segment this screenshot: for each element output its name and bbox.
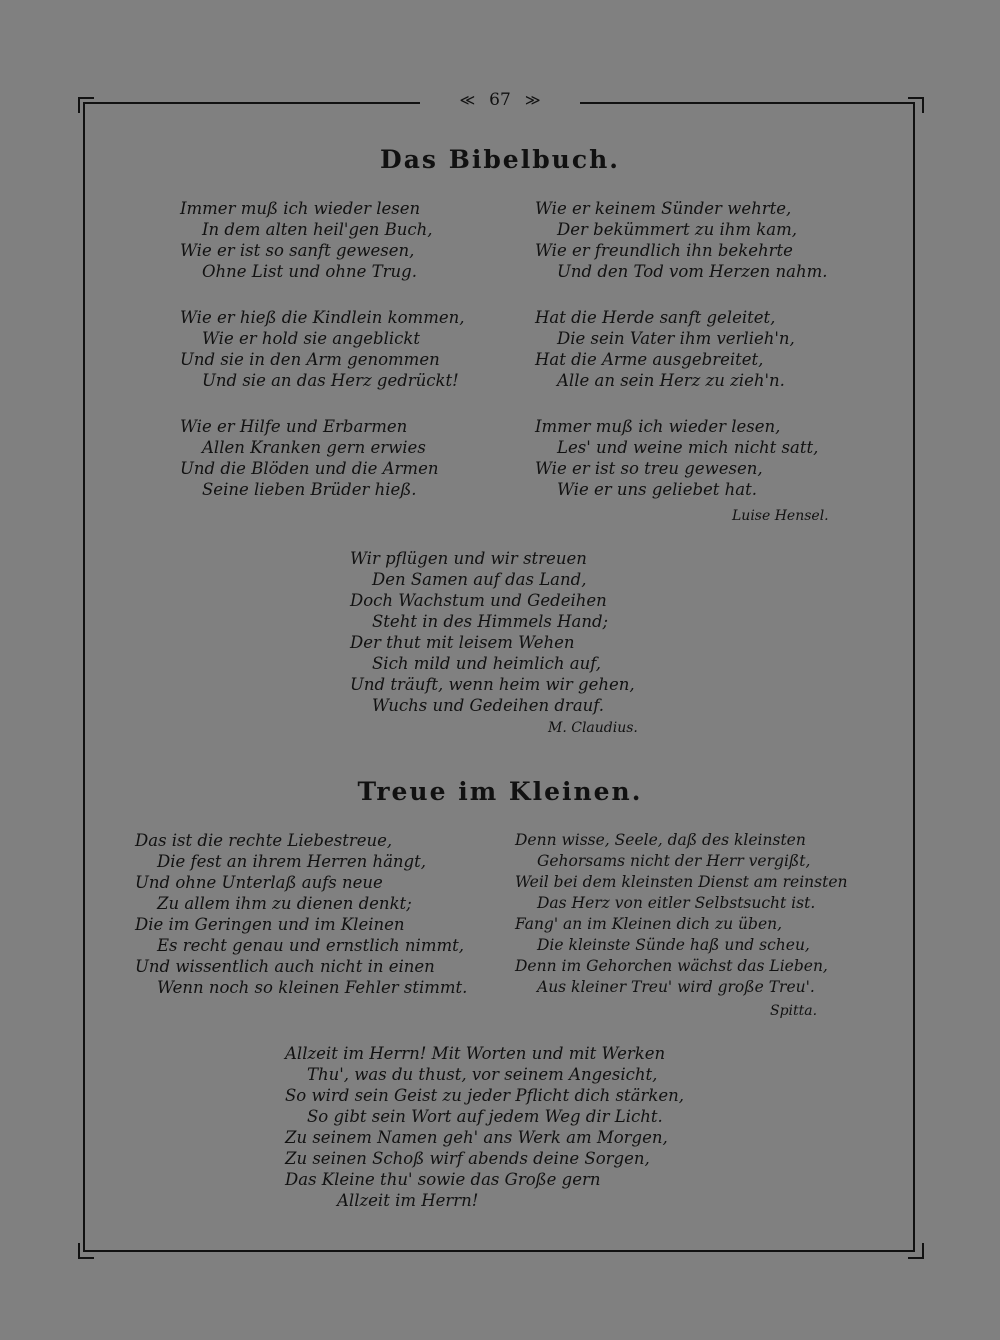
verse-line: Das Herz von eitler Selbstsucht ist. bbox=[537, 894, 816, 912]
verse-line: Weil bei dem kleinsten Dienst am reinsten bbox=[515, 873, 848, 891]
verse-line: Sich mild und heimlich auf, bbox=[372, 654, 601, 673]
verse-line: Immer muß ich wieder lesen bbox=[180, 199, 421, 218]
verse-line: Hat die Herde sanft geleitet, bbox=[535, 308, 776, 327]
verse-line: Wenn noch so kleinen Fehler stimmt. bbox=[157, 978, 468, 997]
verse-line: Den Samen auf das Land, bbox=[372, 570, 587, 589]
verse-line: Und träuft, wenn heim wir gehen, bbox=[350, 675, 635, 694]
verse-line: Fang' an im Kleinen dich zu üben, bbox=[515, 915, 783, 933]
verse-line: So gibt sein Wort auf jedem Weg dir Licht. bbox=[307, 1107, 663, 1126]
verse-line: Die fest an ihrem Herren hängt, bbox=[157, 852, 426, 871]
verse-line: In dem alten heil'gen Buch, bbox=[202, 220, 433, 239]
verse-line: Seine lieben Brüder hieß. bbox=[202, 480, 417, 499]
verse-line: Les' und weine mich nicht satt, bbox=[557, 438, 819, 457]
stanza bbox=[180, 416, 438, 500]
verse-line: Doch Wachstum und Gedeihen bbox=[350, 591, 607, 610]
stanza bbox=[135, 830, 467, 998]
verse-line: Allzeit im Herrn! bbox=[337, 1191, 479, 1210]
verse-line: Alle an sein Herz zu zieh'n. bbox=[557, 371, 785, 390]
verse-line: Wie er Hilfe und Erbarmen bbox=[180, 417, 408, 436]
stanza bbox=[180, 307, 464, 391]
stanza bbox=[180, 198, 433, 282]
verse-line: Allen Kranken gern erwies bbox=[202, 438, 426, 457]
verse-line: Und sie in den Arm genommen bbox=[180, 350, 440, 369]
verse-line: Aus kleiner Treu' wird große Treu'. bbox=[537, 978, 815, 996]
page-header bbox=[420, 88, 580, 112]
stanza bbox=[350, 548, 635, 716]
verse-line: Zu seinen Schoß wirf abends deine Sorgen, bbox=[285, 1149, 650, 1168]
poem-title: Das Bibelbuch. bbox=[380, 145, 620, 174]
verse-line: Hat die Arme ausgebreitet, bbox=[535, 350, 764, 369]
stanza bbox=[515, 830, 848, 998]
verse-line: Das Kleine thu' sowie das Große gern bbox=[285, 1170, 601, 1189]
verse-line: Immer muß ich wieder lesen, bbox=[535, 417, 781, 436]
verse-line: Denn wisse, Seele, daß des kleinsten bbox=[515, 831, 806, 849]
verse-line: Wie er hieß die Kindlein kommen, bbox=[180, 308, 465, 327]
corner-ornament bbox=[908, 97, 924, 113]
verse-line: Wir pflügen und wir streuen bbox=[350, 549, 587, 568]
verse-line: Allzeit im Herrn! Mit Worten und mit Werken bbox=[285, 1044, 666, 1063]
verse-line: Und wissentlich auch nicht in einen bbox=[135, 957, 435, 976]
verse-line: Gehorsams nicht der Herr vergißt, bbox=[537, 852, 811, 870]
verse-line: Die im Geringen und im Kleinen bbox=[135, 915, 405, 934]
stanza bbox=[535, 307, 795, 391]
verse-line: Wie er ist so sanft gewesen, bbox=[180, 241, 415, 260]
verse-line: Und sie an das Herz gedrückt! bbox=[202, 371, 459, 390]
corner-ornament bbox=[908, 1243, 924, 1259]
left-ornament-icon: ≪ bbox=[459, 90, 476, 109]
author-signature: Luise Hensel. bbox=[732, 508, 829, 524]
stanza bbox=[285, 1043, 684, 1211]
verse-line: Denn im Gehorchen wächst das Lieben, bbox=[515, 957, 828, 975]
verse-line: Und ohne Unterlaß aufs neue bbox=[135, 873, 383, 892]
verse-line: Die sein Vater ihm verlieh'n, bbox=[557, 329, 795, 348]
verse-line: Und den Tod vom Herzen nahm. bbox=[557, 262, 828, 281]
verse-line: Die kleinste Sünde haß und scheu, bbox=[537, 936, 810, 954]
verse-line: Wie er uns geliebet hat. bbox=[557, 480, 758, 499]
verse-line: Ohne List und ohne Trug. bbox=[202, 262, 417, 281]
verse-line: Wuchs und Gedeihen drauf. bbox=[372, 696, 605, 715]
verse-line: Zu allem ihm zu dienen denkt; bbox=[157, 894, 412, 913]
poem-title: Treue im Kleinen. bbox=[357, 777, 643, 806]
verse-line: Wie er keinem Sünder wehrte, bbox=[535, 199, 792, 218]
verse-line: Zu seinem Namen geh' ans Werk am Morgen, bbox=[285, 1128, 668, 1147]
verse-line: Steht in des Himmels Hand; bbox=[372, 612, 609, 631]
author-signature: M. Claudius. bbox=[548, 720, 638, 736]
verse-line: Wie er hold sie angeblickt bbox=[202, 329, 421, 348]
corner-ornament bbox=[78, 97, 94, 113]
verse-line: Es recht genau und ernstlich nimmt, bbox=[157, 936, 464, 955]
verse-line: Wie er ist so treu gewesen, bbox=[535, 459, 763, 478]
verse-line: So wird sein Geist zu jeder Pflicht dich stärken, bbox=[285, 1086, 684, 1105]
verse-line: Das ist die rechte Liebestreue, bbox=[135, 831, 393, 850]
verse-line: Der thut mit leisem Wehen bbox=[350, 633, 575, 652]
verse-line: Der bekümmert zu ihm kam, bbox=[557, 220, 797, 239]
corner-ornament bbox=[78, 1243, 94, 1259]
stanza bbox=[535, 198, 828, 282]
author-signature: Spitta. bbox=[770, 1003, 818, 1019]
page-number: 67 bbox=[489, 90, 511, 110]
verse-line: Und die Blöden und die Armen bbox=[180, 459, 439, 478]
verse-line: Wie er freundlich ihn bekehrte bbox=[535, 241, 793, 260]
verse-line: Thu', was du thust, vor seinem Angesicht, bbox=[307, 1065, 658, 1084]
right-ornament-icon: ≫ bbox=[524, 90, 541, 109]
stanza bbox=[535, 416, 818, 500]
